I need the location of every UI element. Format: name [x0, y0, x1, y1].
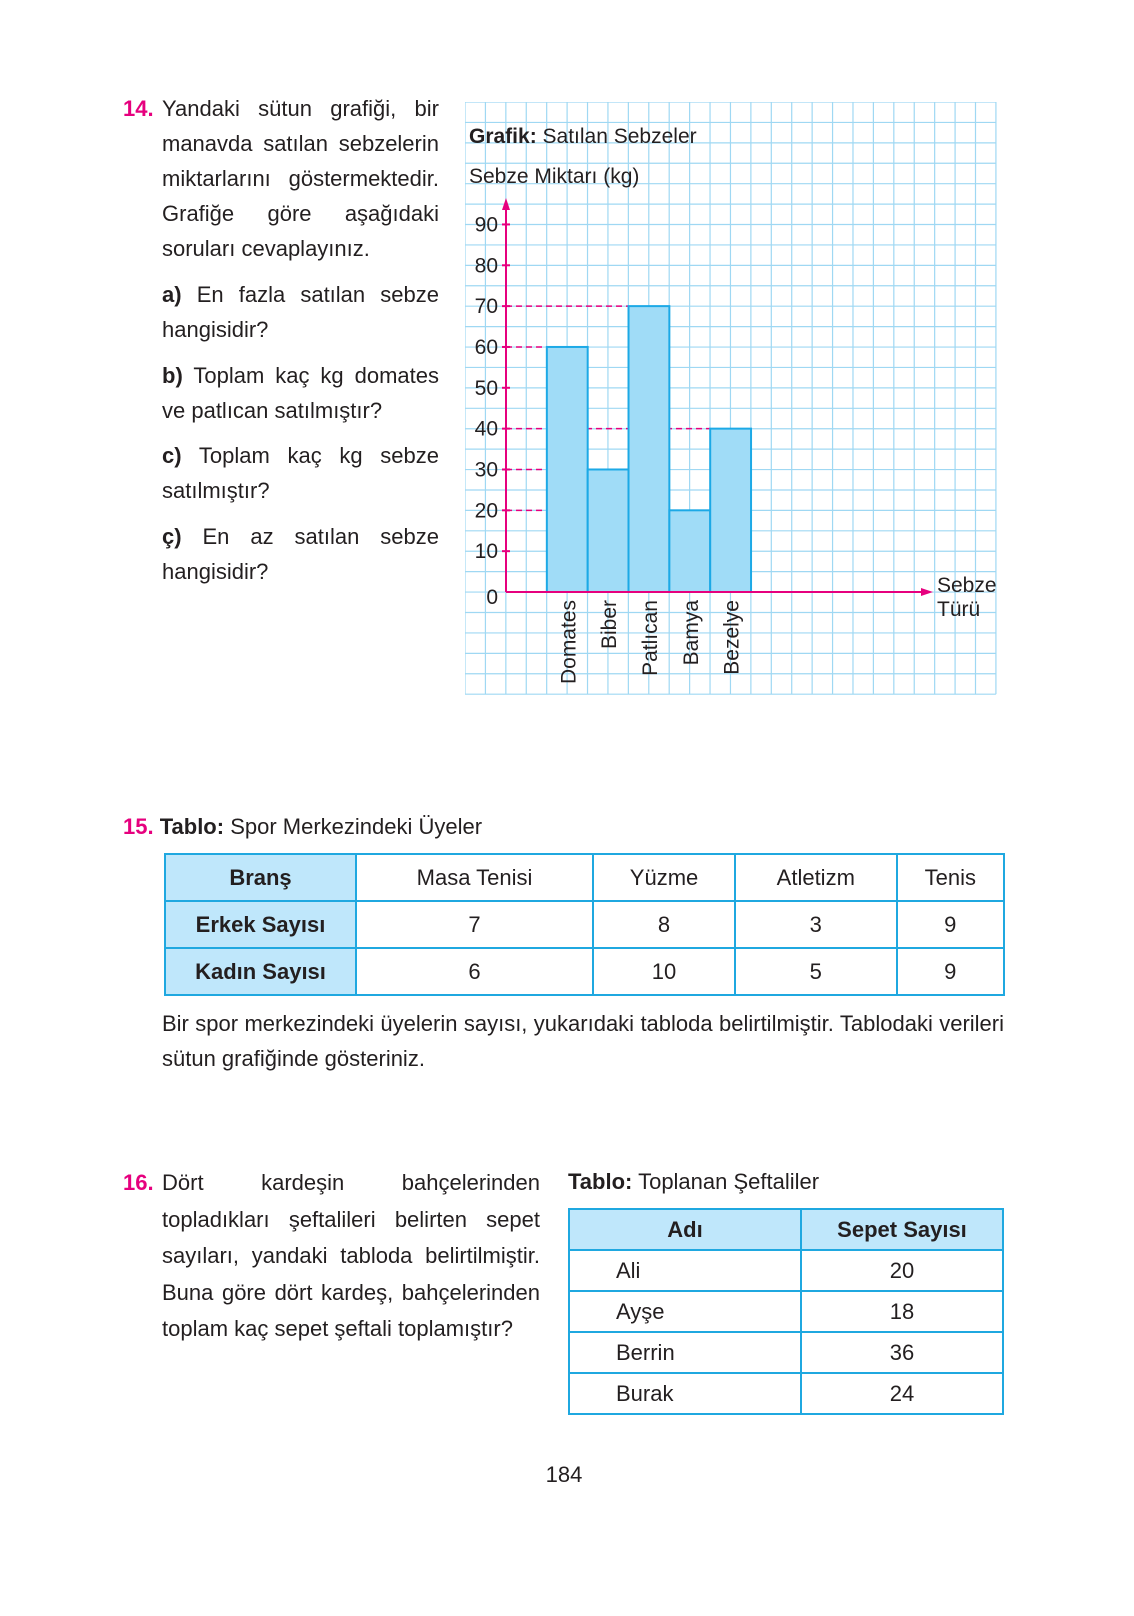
header-cell: Branş — [165, 854, 356, 901]
y-tick-label: 70 — [474, 295, 498, 319]
y-tick-label: 20 — [474, 499, 498, 523]
x-axis-label-line1: Sebze — [937, 574, 997, 597]
count-cell: 20 — [801, 1250, 1003, 1291]
header-cell: Masa Tenisi — [356, 854, 593, 901]
table-cell: 8 — [593, 901, 735, 948]
table-header-row — [165, 854, 1004, 901]
table-row — [165, 948, 1004, 995]
question-14c — [162, 438, 439, 508]
q-text: Toplam kaç kg domates ve patlıcan satılmıştır? — [162, 363, 440, 423]
question-14-intro: Yandaki sütun grafiği, bir manavda satılan sebzelerin miktarlarını göstermektedir. Grafiğe göre aşağıdaki soruları cevaplayınız. — [162, 96, 439, 261]
members-table — [164, 853, 1005, 996]
table-row — [569, 1332, 1003, 1373]
row-label: Kadın Sayısı — [165, 948, 356, 995]
q-label: b) — [162, 363, 183, 388]
question-16-text: Dört kardeşin bahçelerinden topladıkları şeftalileri belirten sepet sayıları, yandaki tabloda belirtilmiştir. Buna göre dört kardeş, bahçelerinden toplam kaç sepet şeftali toplamıştır? — [162, 1170, 540, 1341]
count-cell: 18 — [801, 1291, 1003, 1332]
row-label: Erkek Sayısı — [165, 901, 356, 948]
q-label: a) — [162, 282, 182, 307]
y-tick-label: 10 — [474, 540, 498, 564]
table-cell: 9 — [897, 948, 1004, 995]
bar-biber — [588, 469, 629, 592]
name-cell: Berrin — [569, 1332, 801, 1373]
table-cell: 5 — [735, 948, 897, 995]
y-tick-label: 90 — [474, 213, 498, 237]
y-axis-label: Sebze Miktarı (kg) — [469, 165, 640, 188]
table-row — [569, 1250, 1003, 1291]
count-cell: 24 — [801, 1373, 1003, 1414]
header-cell: Sepet Sayısı — [801, 1209, 1003, 1250]
x-axis-arrow-icon — [921, 588, 933, 596]
q-text: En fazla satılan sebze hangisidir? — [162, 282, 439, 342]
q-text: En az satılan sebze hangisidir? — [162, 524, 439, 584]
table-cell: 9 — [897, 901, 1004, 948]
bar-bezelye — [710, 429, 751, 592]
y-tick-label: 80 — [474, 254, 498, 278]
q-label: ç) — [162, 524, 182, 549]
x-tick-label: Biber — [598, 600, 622, 650]
x-tick-label: Bezelye — [720, 600, 744, 675]
chart-title: Satılan Sebzeler — [542, 125, 697, 148]
bar-chart — [465, 102, 1010, 696]
question-14c-cedilla — [162, 519, 439, 589]
table-row — [569, 1291, 1003, 1332]
y-tick-label: 0 — [486, 586, 498, 609]
table-row — [165, 901, 1004, 948]
x-tick-label: Bamya — [679, 600, 703, 666]
x-tick-label: Domates — [557, 600, 581, 685]
header-cell: Tenis — [897, 854, 1004, 901]
svg-text:Grafik: Satılan Sebzeler — [469, 125, 697, 148]
table-cell: 6 — [356, 948, 593, 995]
name-cell: Ayşe — [569, 1291, 801, 1332]
table-cell: 10 — [593, 948, 735, 995]
table-title-label: Tablo: — [159, 814, 225, 839]
table-row — [569, 1373, 1003, 1414]
question-14-number: 14. — [123, 96, 154, 121]
header-cell: Yüzme — [593, 854, 735, 901]
question-15-number: 15. — [123, 814, 154, 839]
y-tick-label: 30 — [474, 458, 498, 482]
page-number: 184 — [545, 1462, 583, 1487]
q-text: Toplam kaç kg sebze satılmıştır? — [162, 443, 440, 503]
chart-title-label: Grafik: — [469, 125, 537, 148]
header-cell: Atletizm — [735, 854, 897, 901]
table-header-row — [569, 1209, 1003, 1250]
name-cell: Ali — [569, 1250, 801, 1291]
question-14b — [162, 358, 439, 428]
question-15-text: Bir spor merkezindeki üyelerin sayısı, yukarıdaki tabloda belirtilmiştir. Tablodaki verileri sütun grafiğinde gösteriniz. — [162, 1011, 1004, 1071]
name-cell: Burak — [569, 1373, 801, 1414]
table-title: Spor Merkezindeki Üyeler — [230, 814, 483, 839]
count-cell: 36 — [801, 1332, 1003, 1373]
table-cell: 3 — [735, 901, 897, 948]
bar-bamya — [669, 510, 710, 592]
question-16-table-heading — [568, 1169, 819, 1195]
y-tick-label: 40 — [474, 417, 498, 441]
question-16-number: 16. — [123, 1170, 154, 1195]
y-tick-label: 60 — [474, 335, 498, 359]
table-title: Toplanan Şeftaliler — [638, 1169, 820, 1194]
header-cell: Adı — [569, 1209, 801, 1250]
peaches-table — [568, 1208, 1004, 1415]
y-tick-label: 50 — [474, 376, 498, 400]
x-tick-label: Patlıcan — [638, 600, 662, 676]
question-15-heading — [123, 814, 482, 840]
table-title-label: Tablo: — [568, 1169, 633, 1194]
table-cell: 7 — [356, 901, 593, 948]
question-14a — [162, 277, 439, 347]
q-label: c) — [162, 443, 182, 468]
bar-domates — [547, 347, 588, 592]
bar-patlıcan — [629, 306, 670, 592]
x-axis-label-line2: Türü — [937, 598, 981, 621]
